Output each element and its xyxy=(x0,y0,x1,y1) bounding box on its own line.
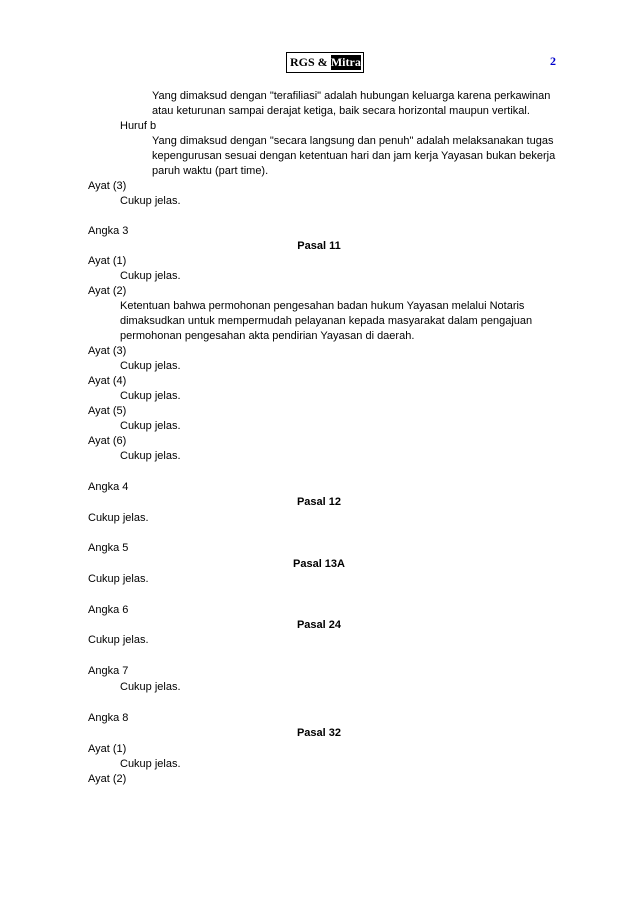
angka-label: Angka 5 xyxy=(88,542,129,554)
ayat-label: Ayat (6) xyxy=(88,435,127,447)
subsection-label: Huruf b xyxy=(120,120,157,132)
logo-text-right: Mitra xyxy=(330,55,361,69)
rgs-mitra-logo xyxy=(286,52,364,73)
paragraph-line: paruh waktu (part time). xyxy=(152,165,269,177)
ayat-label: Ayat (1) xyxy=(88,255,127,267)
explanation-text: Cukup jelas. xyxy=(120,420,181,432)
pasal-heading: Pasal 24 xyxy=(296,619,342,631)
paragraph-line: dimaksudkan untuk mempermudah pelayanan kepada masyarakat dalam pengajuan xyxy=(120,315,533,327)
ayat-label: Ayat (1) xyxy=(88,743,127,755)
explanation-text: Cukup jelas. xyxy=(120,270,181,282)
angka-label: Angka 6 xyxy=(88,604,129,616)
explanation-text: Cukup jelas. xyxy=(88,512,149,524)
pasal-heading: Pasal 11 xyxy=(297,240,341,252)
explanation-text: Cukup jelas. xyxy=(120,681,181,693)
explanation-text: Cukup jelas. xyxy=(88,634,149,646)
logo-text-left: RGS & xyxy=(287,53,331,72)
explanation-text: Cukup jelas. xyxy=(88,573,149,585)
pasal-heading: Pasal 13A xyxy=(293,558,345,570)
angka-label: Angka 8 xyxy=(88,712,129,724)
paragraph-line: permohonan pengesahan akta pendirian Yayasan di daerah. xyxy=(120,330,415,342)
ayat-label: Ayat (3) xyxy=(88,345,127,357)
paragraph-line: kepengurusan sesuai dengan ketentuan hari dan jam kerja Yayasan bukan bekerja xyxy=(152,150,556,162)
paragraph-line: Ketentuan bahwa permohonan pengesahan badan hukum Yayasan melalui Notaris xyxy=(120,300,525,312)
explanation-text: Cukup jelas. xyxy=(120,360,181,372)
angka-label: Angka 4 xyxy=(88,481,129,493)
pasal-heading: Pasal 12 xyxy=(296,496,342,508)
angka-label: Angka 3 xyxy=(88,225,129,237)
pasal-heading: Pasal 32 xyxy=(296,727,342,739)
ayat-label: Ayat (4) xyxy=(88,375,127,387)
ayat-label: Ayat (3) xyxy=(88,180,127,192)
paragraph-line: atau keturunan sampai derajat ketiga, baik secara horizontal maupun vertikal. xyxy=(152,105,530,117)
ayat-label: Ayat (2) xyxy=(88,285,127,297)
paragraph-line: Yang dimaksud dengan "terafiliasi" adalah hubungan keluarga karena perkawinan xyxy=(152,90,551,102)
ayat-label: Ayat (5) xyxy=(88,405,127,417)
explanation-text: Cukup jelas. xyxy=(120,390,181,402)
page-number: 2 xyxy=(550,54,556,68)
explanation-text: Cukup jelas. xyxy=(120,450,181,462)
explanation-text: Cukup jelas. xyxy=(120,195,181,207)
explanation-text: Cukup jelas. xyxy=(120,758,181,770)
ayat-label: Ayat (2) xyxy=(88,773,127,785)
angka-label: Angka 7 xyxy=(88,665,129,677)
paragraph-line: Yang dimaksud dengan "secara langsung dan penuh" adalah melaksanakan tugas xyxy=(152,135,554,147)
